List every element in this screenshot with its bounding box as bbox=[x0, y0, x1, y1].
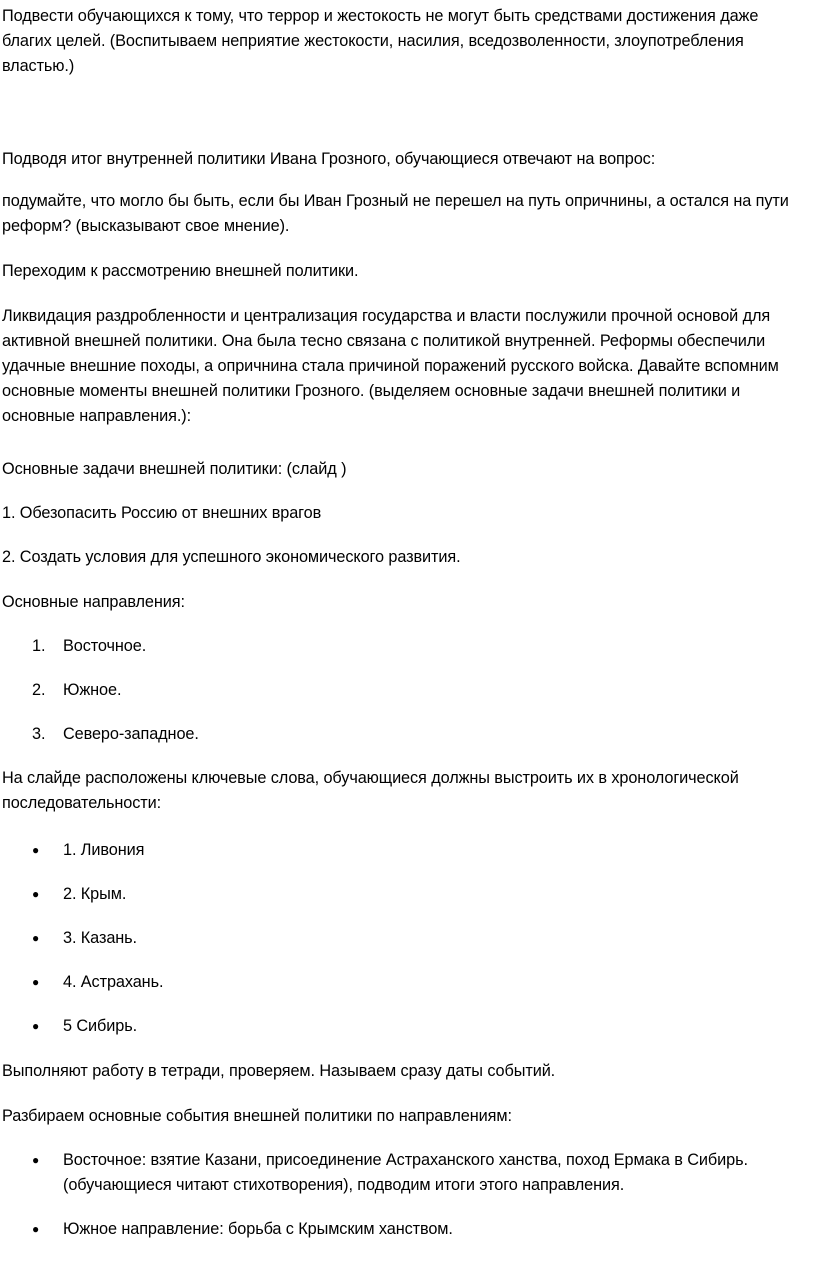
paragraph-task-2: 2. Создать условия для успешного экономического развития. bbox=[2, 548, 461, 566]
paragraph-tasks-heading: Основные задачи внешней политики: (слайд ) bbox=[2, 460, 347, 478]
list-item bbox=[2, 970, 802, 995]
events-list bbox=[2, 1148, 814, 1242]
paragraph-events-intro: Разбираем основные события внешней политики по направлениям: bbox=[2, 1107, 512, 1125]
list-item bbox=[2, 1014, 802, 1039]
list-item-text: Северо-западное. bbox=[63, 725, 199, 743]
paragraph-summary-intro: Подводя итог внутренней политики Ивана Грозного, обучающиеся отвечают на вопрос: bbox=[2, 150, 656, 168]
list-item-text: 4. Астрахань. bbox=[63, 973, 164, 991]
list-item-text: 2. Крым. bbox=[63, 885, 127, 903]
list-number: 2. bbox=[32, 681, 46, 699]
list-item-text: Южное направление: борьба с Крымским ханством. bbox=[63, 1220, 453, 1238]
list-item-text: 5 Сибирь. bbox=[63, 1017, 138, 1035]
paragraph-task-1: 1. Обезопасить Россию от внешних врагов bbox=[2, 504, 322, 522]
list-item bbox=[2, 634, 802, 659]
keywords-list bbox=[2, 838, 802, 1039]
bullet-icon: ● bbox=[32, 1019, 40, 1033]
paragraph-goal: Подвести обучающихся к тому, что террор и жестокость не могут быть средствами достижения даже благих целей. (Воспитываем неприятие жестокости, насилия, вседозволенности, злоупотребления властью.) bbox=[2, 7, 759, 75]
list-number: 3. bbox=[32, 725, 46, 743]
bullet-icon: ● bbox=[32, 931, 40, 945]
paragraph-directions-heading: Основные направления: bbox=[2, 593, 185, 611]
list-item-text: Восточное. bbox=[63, 637, 147, 655]
list-item-text: 3. Казань. bbox=[63, 929, 137, 947]
list-item bbox=[2, 1217, 814, 1242]
paragraph-foreign-policy-context: Ликвидация раздробленности и централизация государства и власти послужили прочной основой для активной внешней политики. Она была тесно связана с политикой внутренней. Реформы обеспечили удачные внешние походы, а опричнина стала причиной поражений русского войска. Давайте вспомним основные моменты внешней политики Грозного. (выделяем основные задачи внешней политики и основные направления.): bbox=[2, 307, 779, 425]
bullet-icon: ● bbox=[32, 887, 40, 901]
list-item bbox=[2, 722, 802, 747]
bullet-icon: ● bbox=[32, 1153, 40, 1167]
bullet-icon: ● bbox=[32, 975, 40, 989]
paragraph-foreign-policy-intro: Переходим к рассмотрению внешней политики. bbox=[2, 262, 359, 280]
list-number: 1. bbox=[32, 637, 46, 655]
list-item bbox=[2, 678, 802, 703]
list-item bbox=[2, 838, 802, 863]
list-item bbox=[2, 926, 802, 951]
paragraph-workbook: Выполняют работу в тетради, проверяем. Называем сразу даты событий. bbox=[2, 1062, 556, 1080]
paragraph-keywords-intro: На слайде расположены ключевые слова, обучающиеся должны выстроить их в хронологической последовательности: bbox=[2, 769, 739, 812]
list-item-text: Южное. bbox=[63, 681, 122, 699]
list-item bbox=[2, 882, 802, 907]
list-item bbox=[2, 1148, 814, 1198]
bullet-icon: ● bbox=[32, 1222, 40, 1236]
list-item-text: Восточное: взятие Казани, присоединение Астраханского ханства, поход Ермака в Сибирь. (обучающиеся читают стихотворения), подводим итоги этого направления. bbox=[63, 1151, 748, 1194]
directions-list bbox=[2, 634, 802, 747]
paragraph-question: подумайте, что могло бы быть, если бы Иван Грозный не перешел на путь опричнины, а остался на пути реформ? (высказывают свое мнение). bbox=[2, 192, 789, 235]
bullet-icon: ● bbox=[32, 843, 40, 857]
list-item-text: 1. Ливония bbox=[63, 841, 145, 859]
